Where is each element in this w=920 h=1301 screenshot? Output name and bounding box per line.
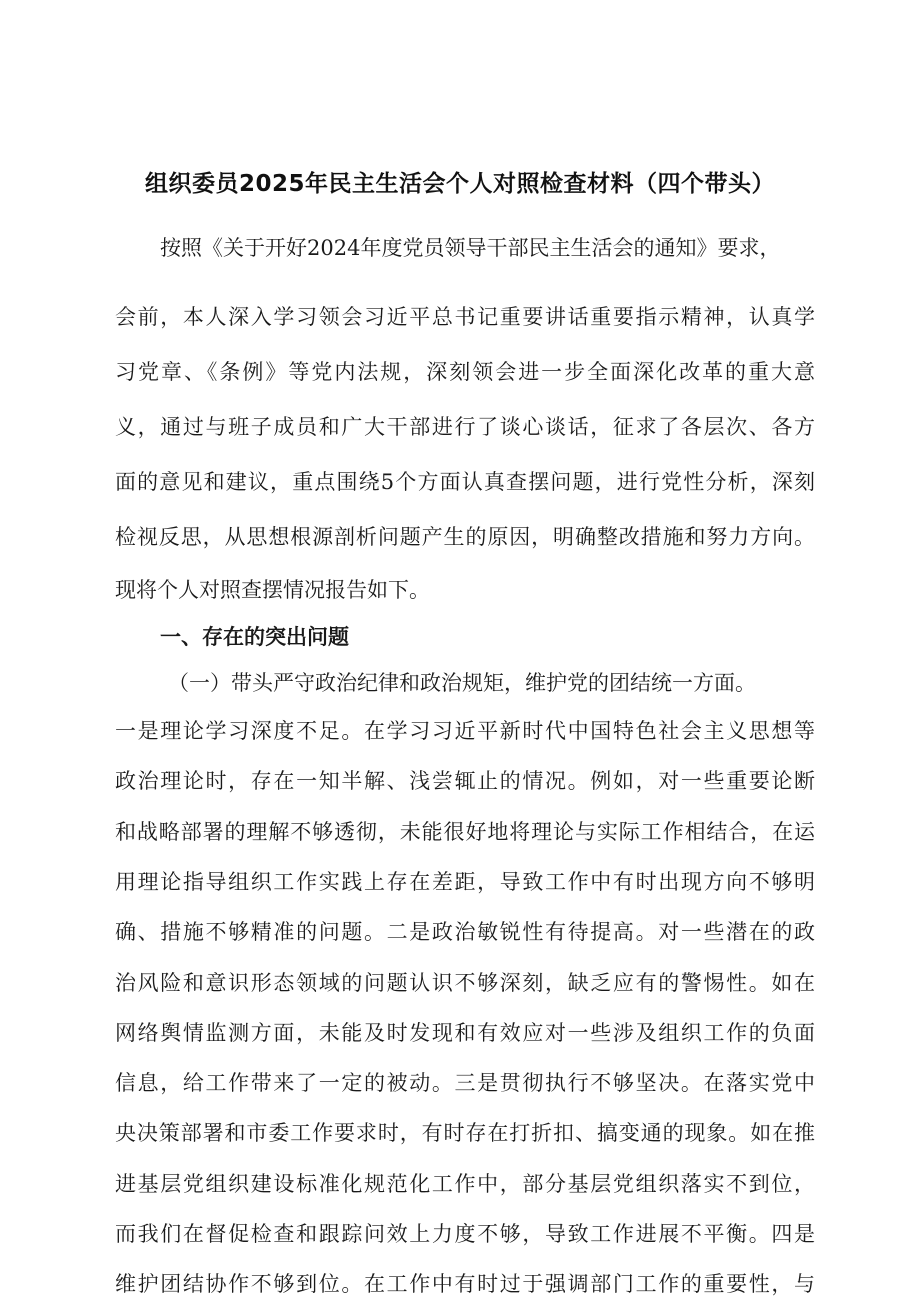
paragraph-line: 按照《关于开好2024年度党员领导干部民主生活会的通知》要求， [160, 236, 781, 260]
paragraph-line: 维护团结协作不够到位。在工作中有时过于强调部门工作的重要性，与 [115, 1272, 815, 1296]
paragraph-line: 政治理论时，存在一知半解、浅尝辄止的情况。例如，对一些重要论断 [115, 769, 815, 793]
paragraph-line: 治风险和意识形态领域的问题认识不够深刻，缺乏应有的警惕性。如在 [115, 971, 815, 995]
paragraph-line: 而我们在督促检查和跟踪问效上力度不够，导致工作进展不平衡。四是 [115, 1222, 815, 1246]
paragraph-line: 进基层党组织建设标准化规范化工作中，部分基层党组织落实不到位， [115, 1172, 815, 1196]
paragraph-line: 用理论指导组织工作实践上存在差距，导致工作中有时出现方向不够明 [115, 870, 815, 894]
subsection-heading: （一）带头严守政治纪律和政治规矩，维护党的团结统一方面。 [168, 671, 756, 695]
section-heading: 一、存在的突出问题 [160, 625, 349, 649]
paragraph-line: 会前，本人深入学习领会习近平总书记重要讲话重要指示精神，认真学 [115, 305, 815, 329]
paragraph-line: 一是理论学习深度不足。在学习习近平新时代中国特色社会主义思想等 [115, 719, 815, 743]
paragraph-line: 信息，给工作带来了一定的被动。三是贯彻执行不够坚决。在落实党中 [115, 1071, 815, 1095]
paragraph-line: 习党章、《条例》等党内法规，深刻领会进一步全面深化改革的重大意 [115, 360, 815, 384]
document-title: 组织委员2025年民主生活会个人对照检查材料（四个带头） [144, 171, 775, 197]
paragraph-line: 央决策部署和市委工作要求时，有时存在打折扣、搞变通的现象。如在推 [115, 1121, 815, 1145]
paragraph-line: 现将个人对照查摆情况报告如下。 [115, 578, 430, 602]
paragraph-line: 确、措施不够精准的问题。二是政治敏锐性有待提高。对一些潜在的政 [115, 920, 815, 944]
paragraph-line: 网络舆情监测方面，未能及时发现和有效应对一些涉及组织工作的负面 [115, 1021, 815, 1045]
paragraph-line: 义，通过与班子成员和广大干部进行了谈心谈话，征求了各层次、各方 [115, 415, 815, 439]
paragraph-line: 面的意见和建议，重点围绕5个方面认真查摆问题，进行党性分析，深刻 [115, 470, 815, 494]
paragraph-line: 和战略部署的理解不够透彻，未能很好地将理论与实际工作相结合，在运 [115, 820, 815, 844]
paragraph-line: 检视反思，从思想根源剖析问题产生的原因，明确整改措施和努力方向。 [115, 525, 815, 549]
